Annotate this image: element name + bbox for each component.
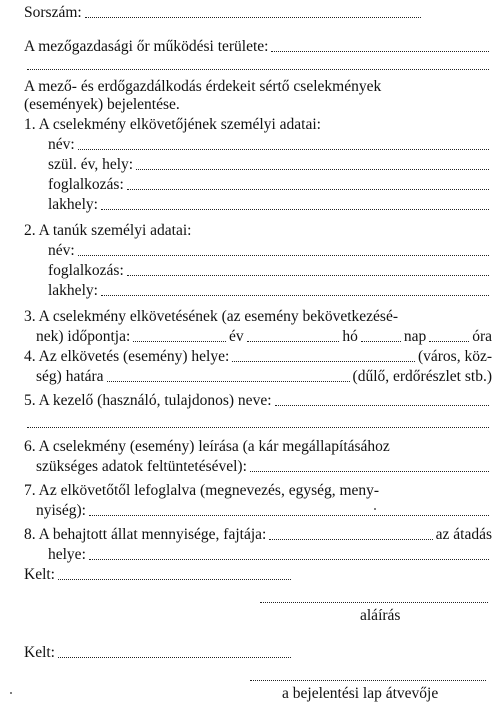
serial-label: Sorszám: (24, 4, 82, 21)
kelt1-row (0, 564, 502, 586)
s2-residence-label: lakhely: (48, 282, 98, 299)
s3-hour-field[interactable] (429, 341, 469, 342)
area-field[interactable] (271, 51, 489, 52)
area-label: A mezőgazdasági őr működési területe: (24, 38, 269, 55)
s1-birth-label: szül. év, hely: (48, 156, 134, 173)
serial-row (0, 2, 502, 24)
kelt1-label: Kelt: (24, 566, 55, 583)
form-heading-line1: A mező- és erdőgazdálkodás érdekeit sértő cselekmények (24, 78, 382, 95)
s3-day-field[interactable] (361, 341, 401, 342)
s5-label: 5. A kezelő (használó, tulajdonos) neve: (24, 392, 272, 409)
s8-handover-label: az átadás (435, 526, 492, 543)
receiver-label: a bejelentési lap átvevője (282, 685, 439, 702)
s3-month-field[interactable] (247, 341, 340, 342)
signature-line[interactable] (260, 602, 488, 603)
kelt1-field[interactable] (58, 579, 291, 580)
receiver-signature-line[interactable] (250, 680, 486, 681)
s4-place-field[interactable] (232, 361, 415, 362)
signature-label: aláírás (360, 607, 401, 624)
s2-name-row (0, 240, 502, 262)
s1-occupation-label: foglalkozás: (48, 176, 124, 193)
s1-name-field[interactable] (78, 149, 489, 150)
s1-birth-field[interactable] (136, 169, 489, 170)
s3-day-label: nap (403, 328, 427, 345)
s1-name-row (0, 134, 502, 156)
s7-row (0, 500, 502, 522)
s3-month-label: hó (342, 328, 358, 345)
kelt2-label: Kelt: (24, 644, 55, 661)
s4-place-label: 4. Az elkövetés (esemény) helye: (24, 348, 230, 365)
s1-occupation-field[interactable] (127, 189, 489, 190)
s7-label: nyiség): (36, 502, 86, 519)
s3-year-label: év (228, 328, 244, 345)
s2-residence-field[interactable] (101, 295, 489, 296)
kelt2-field[interactable] (58, 657, 291, 658)
s1-residence-field[interactable] (101, 209, 489, 210)
s5-field[interactable] (275, 405, 489, 406)
s6-label: szükséges adatok feltüntetésével): (36, 458, 247, 475)
s2-occupation-field[interactable] (127, 275, 489, 276)
s8-row (0, 524, 502, 546)
s3-time-label: nek) időpontja: (36, 328, 131, 345)
s5-field-continuation[interactable] (27, 427, 489, 428)
s6-row (0, 456, 502, 478)
area-field-continuation[interactable] (27, 69, 489, 70)
section-1-title: 1. A cselekmény elkövetőjének személyi adatai: (24, 116, 321, 133)
s2-residence-row (0, 280, 502, 302)
section-7-line1: 7. Az elkövetőtől lefoglalva (megnevezés, egység, meny- (24, 482, 380, 499)
s3-hour-label: óra (472, 328, 493, 345)
s8-place-label: helye: (48, 546, 86, 563)
form-heading-line2: (események) bejelentése. (24, 96, 180, 113)
kelt2-row (0, 642, 502, 664)
s4-boundary-field[interactable] (107, 381, 350, 382)
s5-continuation-row (0, 412, 502, 434)
s1-occupation-row (0, 174, 502, 196)
s7-field[interactable] (89, 515, 489, 516)
section-3-line1: 3. A cselekmény elkövetésének (az esemény bekövetkezésé- (24, 308, 398, 325)
s4-place-row (0, 346, 502, 368)
s3-date-row (0, 326, 502, 348)
s8-place-field[interactable] (89, 559, 489, 560)
s6-field[interactable] (250, 471, 489, 472)
s4-city-label: (város, köz- (417, 348, 492, 365)
s1-birth-row (0, 154, 502, 176)
s2-name-field[interactable] (78, 255, 489, 256)
s8-label: 8. A behajtott állat mennyisége, fajtája: (24, 526, 267, 543)
serial-field[interactable] (85, 17, 421, 18)
s2-occupation-label: foglalkozás: (48, 262, 124, 279)
s5-row (0, 390, 502, 412)
s1-residence-label: lakhely: (48, 196, 98, 213)
s4-boundary-label: ség) határa (36, 368, 104, 385)
section-2-title: 2. A tanúk személyi adatai: (24, 222, 192, 239)
scan-speck (10, 692, 12, 694)
s1-name-label: név: (48, 136, 75, 153)
s2-name-label: név: (48, 242, 75, 259)
section-6-line1: 6. A cselekmény (esemény) leírása (a kár megállapításához (24, 438, 390, 455)
s8-field[interactable] (269, 539, 432, 540)
s3-year-field[interactable] (133, 341, 226, 342)
s4-boundary-row (0, 366, 502, 388)
s4-field-label: (dűlő, erdőrészlet stb.) (352, 368, 492, 385)
area-continuation-row (0, 54, 502, 76)
s1-residence-row (0, 194, 502, 216)
s2-occupation-row (0, 260, 502, 282)
s8-place-row (0, 544, 502, 566)
scan-speck (374, 508, 376, 510)
